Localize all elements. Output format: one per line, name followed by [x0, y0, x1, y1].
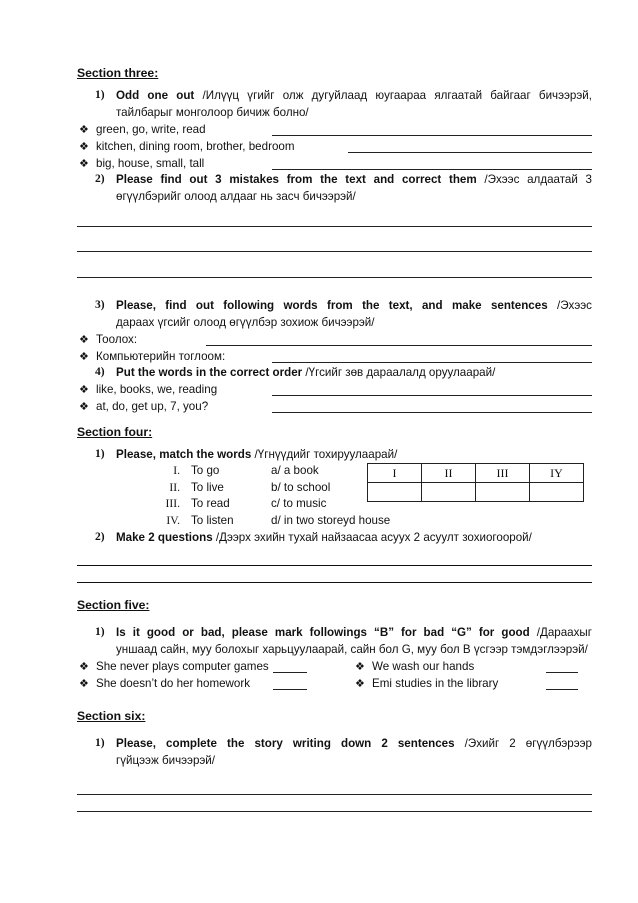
- table-header-row: [368, 464, 584, 483]
- answer-line[interactable]: [272, 395, 592, 396]
- answer-line[interactable]: [77, 794, 592, 795]
- answer-blank[interactable]: [546, 672, 578, 673]
- match-bold: Please, match the words: [116, 448, 252, 461]
- match-left: To go: [191, 464, 220, 477]
- q1-instruction: [116, 89, 592, 102]
- match-left: To listen: [191, 514, 234, 527]
- answer-cell[interactable]: [368, 483, 422, 502]
- bullet-diamond-icon: ❖: [355, 661, 365, 673]
- section-five-title: Section five:: [77, 598, 150, 612]
- q2-number: 2): [95, 173, 105, 185]
- q4-instruction: [116, 366, 495, 379]
- vocab-item-1: Тоолох:: [96, 333, 138, 346]
- goodbad-item-1: She never plays computer games: [96, 660, 269, 673]
- story-number: 1): [95, 737, 105, 749]
- bullet-diamond-icon: ❖: [79, 384, 89, 396]
- table-header: III: [476, 464, 530, 483]
- match-rest: /Үгнүүдийг тохируулаарай/: [254, 448, 398, 461]
- table-answer-row[interactable]: [368, 483, 584, 502]
- goodbad-number: 1): [95, 626, 105, 638]
- goodbad-line2: уншаад сайн, муу болохыг харьцуулаарай, сайн бол G, муу бол B үсгээр тэмдэглээрэй/: [116, 643, 588, 656]
- answer-line[interactable]: [77, 582, 592, 583]
- match-instruction: [116, 448, 397, 461]
- answer-line[interactable]: [272, 169, 592, 170]
- match-number: 1): [95, 448, 105, 460]
- q1-bold: Odd one out: [116, 89, 195, 102]
- answer-line[interactable]: [77, 277, 592, 278]
- answer-blank[interactable]: [273, 672, 307, 673]
- roman-numeral: II.: [169, 481, 180, 494]
- goodbad-instruction: [116, 626, 592, 639]
- bullet-diamond-icon: ❖: [79, 351, 89, 363]
- goodbad-item-3: We wash our hands: [372, 660, 475, 673]
- questions-instruction: [116, 531, 532, 544]
- answer-line[interactable]: [77, 226, 592, 227]
- q1-rest: /Илүүц үгийг олж дугуйлаад юугаараа ялгаатай байгааг бичээрэй,: [202, 89, 592, 102]
- match-answer-table: [367, 463, 584, 502]
- story-instruction: [116, 737, 592, 750]
- table-header: I: [368, 464, 422, 483]
- q3-instruction: [116, 299, 592, 312]
- q3-bold: Please, find out following words from the text, and make sentences: [116, 299, 548, 312]
- bullet-diamond-icon: ❖: [355, 678, 365, 690]
- roman-numeral: IV.: [166, 514, 180, 527]
- table-header: IY: [530, 464, 584, 483]
- section-four-title: Section four:: [77, 425, 153, 439]
- questions-rest: /Дээрх эхийн тухай найзаасаа асуух 2 асуулт зохиогоорой/: [215, 531, 532, 544]
- match-right: c/ to music: [271, 497, 327, 510]
- answer-line[interactable]: [348, 152, 592, 153]
- q1-line2: тайлбарыг монголоор бичиж болно/: [116, 106, 309, 119]
- answer-cell[interactable]: [530, 483, 584, 502]
- bullet-diamond-icon: ❖: [79, 678, 89, 690]
- bullet-diamond-icon: ❖: [79, 661, 89, 673]
- q2-line2: өгүүлбэрийг олоод алдааг нь засч бичээрэй/: [116, 190, 356, 203]
- match-right: b/ to school: [271, 481, 331, 494]
- match-left: To read: [191, 497, 230, 510]
- q2-bold: Please find out 3 mistakes from the text and correct them: [116, 173, 477, 186]
- goodbad-item-2: She doesn’t do her homework: [96, 677, 251, 690]
- story-rest: /Эхийг 2 өгүүлбэрээр: [464, 737, 592, 750]
- vocab-item-2: Компьютерийн тоглоом:: [96, 350, 226, 363]
- answer-cell[interactable]: [422, 483, 476, 502]
- match-right: a/ a book: [271, 464, 319, 477]
- story-line2: гүйцээж бичээрэй/: [116, 754, 215, 767]
- goodbad-bold: Is it good or bad, please mark followings “B” for bad “G” for good: [116, 626, 530, 639]
- q4-bold: Put the words in the correct order: [116, 366, 303, 379]
- match-right: d/ in two storeyd house: [271, 514, 391, 527]
- q3-line2: дараах үгсийг олоод өгүүлбэр зохиож бичээрэй/: [116, 316, 375, 329]
- story-bold: Please, complete the story writing down 2 sentences: [116, 737, 455, 750]
- bullet-diamond-icon: ❖: [79, 401, 89, 413]
- questions-bold: Make 2 questions: [116, 531, 213, 544]
- answer-cell[interactable]: [476, 483, 530, 502]
- questions-number: 2): [95, 531, 105, 543]
- bullet-diamond-icon: ❖: [79, 124, 89, 136]
- answer-line[interactable]: [206, 345, 592, 346]
- order-item-2: at, do, get up, 7, you?: [96, 400, 209, 413]
- table-header: II: [422, 464, 476, 483]
- answer-blank[interactable]: [546, 689, 578, 690]
- odd-item-2: kitchen, dining room, brother, bedroom: [96, 140, 295, 153]
- section-three-title: Section three:: [77, 66, 159, 80]
- q3-rest: /Эхээс: [557, 299, 592, 312]
- bullet-diamond-icon: ❖: [79, 334, 89, 346]
- answer-blank[interactable]: [273, 689, 307, 690]
- q1-number: 1): [95, 89, 105, 101]
- q3-number: 3): [95, 299, 105, 311]
- answer-line[interactable]: [77, 811, 592, 812]
- odd-item-1: green, go, write, read: [96, 123, 206, 136]
- odd-item-3: big, house, small, tall: [96, 157, 205, 170]
- q4-number: 4): [95, 366, 105, 378]
- answer-line[interactable]: [272, 412, 592, 413]
- bullet-diamond-icon: ❖: [79, 158, 89, 170]
- answer-line[interactable]: [77, 565, 592, 566]
- order-item-1: like, books, we, reading: [96, 383, 218, 396]
- q4-rest: /Үгсийг зөв дараалалд оруулаарай/: [305, 366, 496, 379]
- bullet-diamond-icon: ❖: [79, 141, 89, 153]
- answer-line[interactable]: [272, 135, 592, 136]
- answer-line[interactable]: [77, 251, 592, 252]
- goodbad-rest: /Дараахыг: [536, 626, 592, 639]
- section-six-title: Section six:: [77, 709, 146, 723]
- q2-instruction: [116, 173, 592, 186]
- roman-numeral: I.: [173, 464, 180, 477]
- goodbad-item-4: Emi studies in the library: [372, 677, 499, 690]
- answer-line[interactable]: [272, 362, 592, 363]
- q2-rest: /Эхээс алдаатай 3: [484, 173, 592, 186]
- match-left: To live: [191, 481, 224, 494]
- roman-numeral: III.: [165, 497, 180, 510]
